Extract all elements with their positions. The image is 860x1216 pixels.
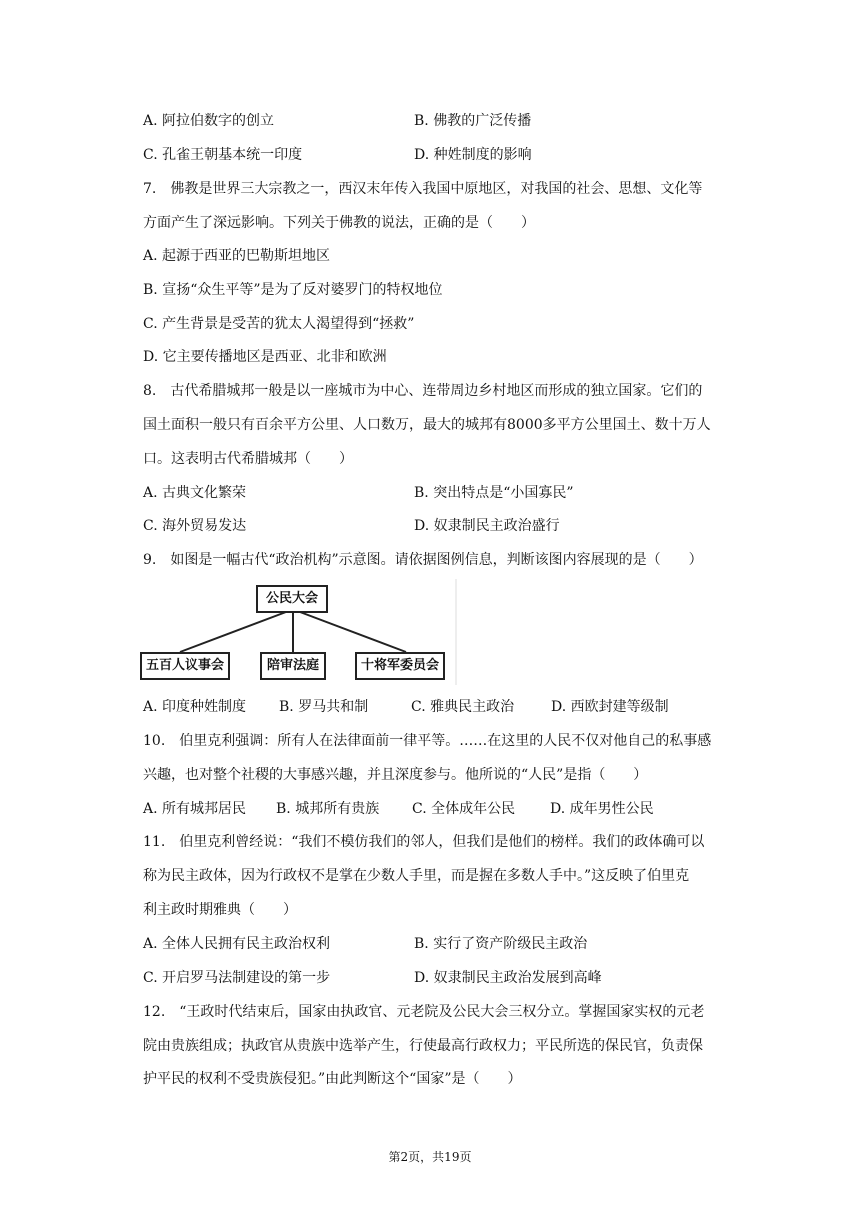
q8-option-b: B. 突出特点是“小国寡民” xyxy=(414,485,574,501)
q11-option-a: A. 全体人民拥有民主政治权利 xyxy=(143,936,331,952)
q11-option-c: C. 开启罗马法制建设的第一步 xyxy=(143,970,331,986)
citizens-assembly-box: 公民大会 xyxy=(256,585,328,613)
q9-option-a: A. 印度种姓制度 xyxy=(143,699,247,715)
q8-option-a: A. 古典文化繁荣 xyxy=(143,485,247,501)
q9-option-c: C. 雅典民主政治 xyxy=(411,699,515,715)
q8-stem-line-3: 口。这表明古代希腊城邦（ ） xyxy=(143,451,353,467)
q10-stem-line-1: 10. 伯里克利强调：所有人在法律面前一律平等。……在这里的人民不仅对他自己的私事感 xyxy=(143,733,712,749)
council-of-500-box: 五百人议事会 xyxy=(140,652,230,680)
q7-option-d: D. 它主要传播地区是西亚、北非和欧洲 xyxy=(143,349,387,365)
q11-stem-line-1: 11. 伯里克利曾经说：“我们不模仿我们的邻人，但我们是他们的榜样。我们的政体确可以 xyxy=(143,834,705,850)
q6-option-a: A. 阿拉伯数字的创立 xyxy=(143,113,275,129)
q6-option-c: C. 孔雀王朝基本统一印度 xyxy=(143,147,303,163)
jury-court-box: 陪审法庭 xyxy=(260,652,326,680)
q11-option-d: D. 奴隶制民主政治发展到高峰 xyxy=(414,970,602,986)
q9-options-row xyxy=(143,697,669,717)
page-footer: 第2页，共19页 xyxy=(388,1150,472,1164)
q10-option-a: A. 所有城邦居民 xyxy=(143,801,247,817)
q6-option-d: D. 种姓制度的影响 xyxy=(414,147,532,163)
q7-stem-line-1: 7. 佛教是世界三大宗教之一，西汉末年传入我国中原地区，对我国的社会、思想、文化等 xyxy=(143,181,703,197)
q10-option-d: D. 成年男性公民 xyxy=(550,801,654,817)
q7-option-c: C. 产生背景是受苦的犹太人渴望得到“拯救” xyxy=(143,316,415,332)
q11-stem-line-3: 利主政时期雅典（ ） xyxy=(143,902,297,918)
q9-option-d: D. 西欧封建等级制 xyxy=(551,699,669,715)
political-structure-diagram xyxy=(138,579,458,687)
q8-stem-line-1: 8. 古代希腊城邦一般是以一座城市为中心、连带周边乡村地区而形成的独立国家。它们的 xyxy=(143,383,703,399)
q7-option-a: A. 起源于西亚的巴勒斯坦地区 xyxy=(143,248,331,264)
q9-stem-line-1: 9. 如图是一幅古代“政治机构”示意图。请依据图例信息，判断该图内容展现的是（ ） xyxy=(143,552,703,568)
ten-generals-box: 十将军委员会 xyxy=(355,652,445,680)
q12-stem-line-2: 院由贵族组成；执政官从贵族中选举产生，行使最高行政权力；平民所选的保民官，负责保 xyxy=(143,1038,703,1054)
q11-option-b: B. 实行了资产阶级民主政治 xyxy=(414,936,588,952)
q10-options-row xyxy=(143,799,654,819)
q8-option-d: D. 奴隶制民主政治盛行 xyxy=(414,518,560,534)
q10-stem-line-2: 兴趣，也对整个社稷的大事感兴趣，并且深度参与。他所说的“人民”是指（ ） xyxy=(143,767,648,783)
q9-option-b: B. 罗马共和制 xyxy=(279,699,369,715)
q8-stem-line-2: 国土面积一般只有百余平方公里、人口数万，最大的城邦有8000多平方公里国土、数十万人 xyxy=(143,417,711,433)
q10-option-c: C. 全体成年公民 xyxy=(412,801,516,817)
q7-stem-line-2: 方面产生了深远影响。下列关于佛教的说法，正确的是（ ） xyxy=(143,215,535,231)
q11-stem-line-2: 称为民主政体，因为行政权不是掌在少数人手里，而是握在多数人手中。”这反映了伯里克 xyxy=(143,868,690,884)
q7-option-b: B. 宣扬“众生平等”是为了反对婆罗门的特权地位 xyxy=(143,282,443,298)
q8-option-c: C. 海外贸易发达 xyxy=(143,518,247,534)
q6-option-b: B. 佛教的广泛传播 xyxy=(414,113,532,129)
q12-stem-line-1: 12. “王政时代结束后，国家由执政官、元老院及公民大会三权分立。掌握国家实权的元老 xyxy=(143,1004,705,1020)
q10-option-b: B. 城邦所有贵族 xyxy=(276,801,380,817)
q12-stem-line-3: 护平民的权利不受贵族侵犯。”由此判断这个“国家”是（ ） xyxy=(143,1071,522,1087)
